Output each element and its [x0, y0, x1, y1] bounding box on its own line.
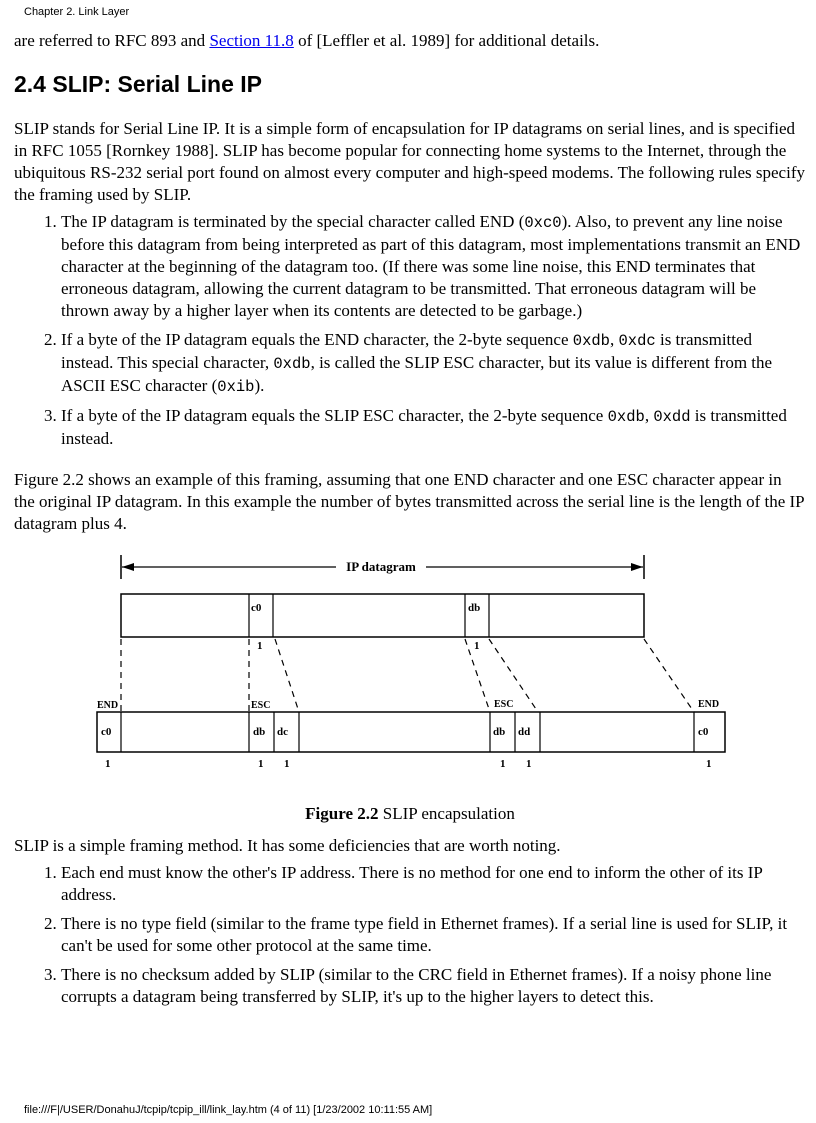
section-11-8-link[interactable]: Section 11.8: [209, 31, 294, 50]
count-end-start: 1: [105, 758, 111, 770]
top-count-c0: 1: [257, 640, 263, 652]
count-dd: 1: [526, 758, 532, 770]
deficiency-item: 1. Each end must know the other's IP address. There is no method for one end to inform the other of its IP address.: [61, 862, 806, 906]
slip-paragraph-2: Figure 2.2 shows an example of this framing, assuming that one END character and one ESC character appear in the original IP datagram. In this example the number of bytes transmitted across the serial line is the length of the IP datagram plus 4.: [14, 470, 804, 533]
rule-3-text-a: If a byte of the IP datagram equals the SLIP ESC character, the 2-byte sequence: [61, 406, 608, 425]
main-content: [14, 30, 806, 1015]
caption-text: SLIP encapsulation: [378, 804, 515, 823]
dim-arrow-right: [631, 563, 643, 571]
code-ascii-esc: 0xib: [217, 378, 255, 396]
rule-2-text-a: If a byte of the IP datagram equals the END character, the 2-byte sequence: [61, 330, 573, 349]
rule-2-sep: ,: [610, 330, 619, 349]
top-byte-db: db: [468, 602, 481, 614]
slip-paragraph-1: SLIP stands for Serial Line IP. It is a simple form of encapsulation for IP datagrams on serial lines, and is specified in RFC 1055 [Rornkey 1988]. SLIP has become popular for connecting home systems to the Internet, through the ubiquitous RS-232 serial port found on almost every computer and high-speed modems. The following rules specify the framing used by SLIP.: [14, 119, 805, 204]
running-head: Chapter 2. Link Layer: [24, 6, 130, 18]
figure-caption: [14, 803, 806, 825]
label-esc-2: ESC: [494, 699, 514, 710]
framing-rules-list: [14, 211, 806, 450]
rule-2-text-c: , is called the SLIP ESC character, but its value is different from the ASCII ESC character (: [61, 353, 773, 395]
count-end-final: 1: [706, 758, 712, 770]
dim-arrow-left: [122, 563, 134, 571]
intro-text-before: are referred to RFC 893 and: [14, 31, 210, 50]
frame-byte-dd: dd: [518, 726, 531, 738]
slip-frame-box: [97, 712, 725, 752]
rule-1-text-b: ). Also, to prevent any line noise before this datagram from being interpreted as part of this datagram, most implementations transmit an END character at the beginning of the datagram too. (If there was some line noise, this END terminates that erroneous datagram, allowing the current datagram to be transmitted. That erroneous datagram will be thrown away by a higher layer when its contents are detected to be garbage.): [61, 212, 801, 320]
top-count-db: 1: [474, 640, 480, 652]
code-end-char: 0xc0: [524, 214, 562, 232]
rule-2-text-b: is transmitted instead. This special character,: [61, 330, 753, 372]
code-dc-byte: 0xdc: [618, 332, 656, 350]
rule-1-text-a: The IP datagram is terminated by the special character called END (: [61, 212, 525, 231]
code-esc-byte-3: 0xdb: [607, 408, 645, 426]
label-end-final: END: [698, 699, 720, 710]
figure-slip-encapsulation: [14, 545, 806, 785]
caption-label: Figure 2.2: [305, 804, 379, 823]
section-title: 2.4 SLIP: Serial Line IP: [14, 71, 262, 97]
connector-c0-right: [275, 639, 299, 712]
frame-byte-c0-start: c0: [101, 726, 112, 738]
label-end-start: END: [97, 700, 119, 711]
frame-byte-c0-end: c0: [698, 726, 709, 738]
deficiencies-intro: SLIP is a simple framing method. It has some deficiencies that are worth noting.: [14, 836, 561, 855]
ip-datagram-box: [121, 594, 644, 637]
deficiency-item: 3. There is no checksum added by SLIP (similar to the CRC field in Ethernet frames). If a noisy phone line corrupts a datagram being transferred by SLIP, it's up to the higher layers to detect this.: [61, 964, 806, 1008]
intro-paragraph: [14, 30, 806, 52]
code-esc-byte-2: 0xdb: [273, 355, 311, 373]
top-byte-c0: c0: [251, 602, 262, 614]
frame-byte-db-2: db: [493, 726, 506, 738]
slip-diagram: [14, 545, 806, 785]
rule-3-sep: ,: [644, 406, 654, 425]
deficiency-item: 2. There is no type field (similar to the frame type field in Ethernet frames). If a serial line is used for SLIP, it can't be used for some other protocol at the same time.: [61, 913, 806, 957]
framing-rule-2: [61, 329, 806, 398]
count-db-2: 1: [500, 758, 506, 770]
label-esc-1: ESC: [251, 700, 271, 711]
rule-3-text-b: is transmitted instead.: [61, 406, 787, 448]
connector-lines: [121, 639, 694, 712]
code-esc-byte: 0xdb: [572, 332, 610, 350]
framing-rule-3: [61, 405, 806, 450]
frame-byte-dc: dc: [277, 726, 288, 738]
count-db-1: 1: [258, 758, 264, 770]
framing-rule-1: [61, 211, 806, 322]
deficiencies-list: [14, 862, 806, 1008]
intro-text-after: of [Leffler et al. 1989] for additional details.: [293, 31, 600, 50]
connector-end: [644, 639, 694, 712]
code-dd-byte: 0xdd: [653, 408, 691, 426]
frame-byte-db-1: db: [253, 726, 266, 738]
count-dc: 1: [284, 758, 290, 770]
rule-2-text-d: ).: [254, 376, 265, 395]
page-footer: file:///F|/USER/DonahuJ/tcpip/tcpip_ill/link_lay.htm (4 of 11) [1/23/2002 10:11:55 AM]: [24, 1104, 433, 1116]
ip-datagram-label: IP datagram: [346, 559, 416, 574]
